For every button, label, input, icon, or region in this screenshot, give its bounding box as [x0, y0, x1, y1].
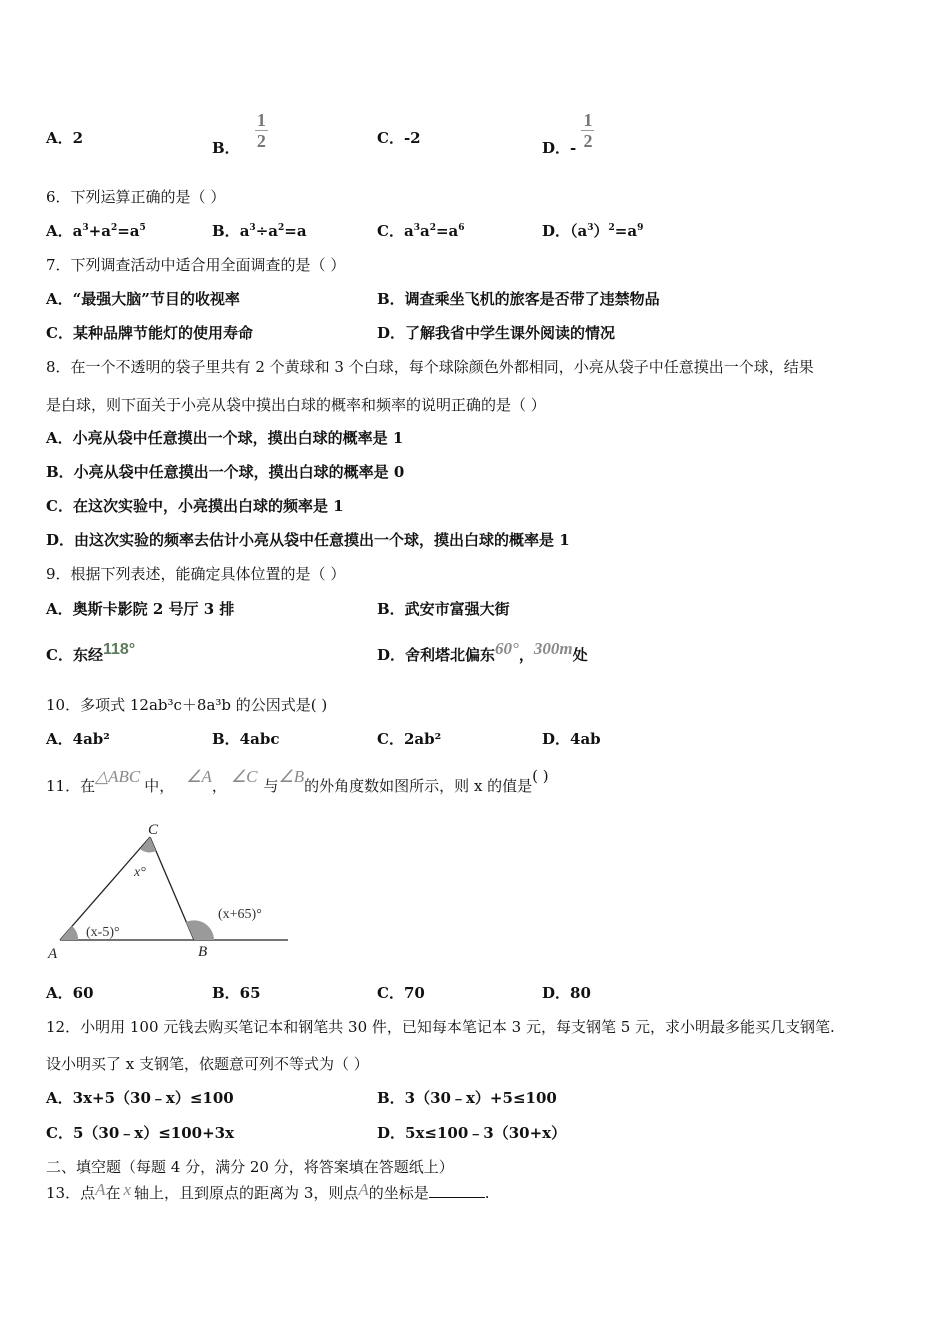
angle-a-arc [60, 926, 78, 940]
angle-b-exterior-arc [186, 920, 214, 940]
q10-option-d: D．4ab [542, 730, 601, 748]
vertex-c-label: C [148, 822, 159, 838]
axis-x: x [123, 1180, 132, 1199]
q11-stem: 11．在△ABC 中， ∠A， ∠C 与∠B的外角度数如图所示，则 x 的值是( ) [46, 767, 549, 795]
longitude-value: 118° [102, 641, 136, 658]
q9-option-b: B．武安市富强大街 [377, 600, 510, 618]
q12-option-c: C．5（30﹣x）≤100+3x [46, 1124, 235, 1142]
q6-stem: 6．下列运算正确的是（ ） [46, 188, 226, 206]
q8-stem-line1: 8．在一个不透明的袋子里共有 2 个黄球和 3 个白球，每个球除颜色外都相同，小亮从袋子中任意摸出一个球，结果 [46, 358, 814, 376]
q7-option-d: D．了解我省中学生课外阅读的情况 [377, 324, 616, 342]
q11-option-d: D．80 [542, 984, 591, 1002]
point-a: A [358, 1180, 369, 1199]
q8-option-d: D．由这次实验的频率去估计小亮从袋中任意摸出一个球，摸出白球的概率是 1 [46, 531, 570, 549]
q6-option-b: B．$a^3\div a^2=a$ [212, 222, 307, 240]
q7-option-a: A．“最强大脑”节目的收视率 [46, 290, 240, 308]
q8-option-c: C．在这次实验中，小亮摸出白球的频率是 1 [46, 497, 344, 515]
q8-option-b: B．小亮从袋中任意摸出一个球，摸出白球的概率是 0 [46, 463, 405, 481]
angle-b: ∠B [278, 767, 305, 786]
q6-option-c: C．$a^3a^2=a^6$ [377, 222, 465, 240]
vertex-b-label: B [198, 944, 208, 960]
q7-option-b: B．调查乘坐飞机的旅客是否带了违禁物品 [377, 290, 660, 308]
angle-b-value: (x+65)° [218, 907, 262, 922]
q12-stem-line1: 12．小明用 100 元钱去购买笔记本和钢笔共 30 件，已知每本笔记本 3 元，每支钢笔 5 元，求小明最多能买几支钢笔. [46, 1018, 835, 1036]
q12-option-d: D．5x≤100﹣3（30+x） [377, 1124, 567, 1142]
q12-option-a: A．3x+5（30﹣x）≤100 [46, 1089, 234, 1107]
q5-option-c: C．-2 [377, 129, 421, 147]
q13-stem: 13．点A在 x 轴上，且到原点的距离为 3，则点A的坐标是 . [46, 1180, 490, 1202]
q9-option-c: C．东经118° [46, 641, 136, 664]
section-fill-in-title: 二、填空题（每题 4 分，满分 20 分，将答案填在答题纸上） [46, 1158, 454, 1176]
point-a: A [95, 1180, 106, 1199]
q9-stem: 9．根据下列表述，能确定具体位置的是（ ） [46, 565, 346, 583]
q11-option-b: B．65 [212, 984, 261, 1002]
q8-option-a: A．小亮从袋中任意摸出一个球，摸出白球的概率是 1 [46, 429, 404, 447]
q12-stem-line2: 设小明买了 x 支钢笔，依题意可列不等式为（ ） [46, 1055, 369, 1073]
angle-a: ∠A [186, 767, 212, 786]
q7-stem: 7．下列调查活动中适合用全面调查的是（ ） [46, 256, 346, 274]
angle-c-value: x° [134, 865, 146, 880]
q9-option-a: A．奥斯卡影院 2 号厅 3 排 [46, 600, 235, 618]
answer-blank[interactable] [429, 1183, 485, 1198]
q10-option-a: A．4ab² [46, 730, 110, 748]
q12-option-b: B．3（30﹣x）+5≤100 [377, 1089, 557, 1107]
q10-option-b: B．4abc [212, 730, 280, 748]
q10-option-c: C．2ab² [377, 730, 442, 748]
q11-option-c: C．70 [377, 984, 425, 1002]
angle-c: ∠C [230, 767, 258, 786]
q9-option-d: D．舍利塔北偏东60°，300m处 [377, 639, 588, 664]
distance-value: 300m [533, 639, 573, 658]
angle-a-value: (x-5)° [86, 925, 120, 940]
fraction-one-half: $\frac{1}{2}$ [583, 110, 593, 151]
q5-option-a: A．2 [46, 129, 84, 147]
q6-option-a: A．$a^3+a^2=a^5$ [46, 222, 146, 240]
q10-stem: 10．多项式 12ab³c＋8a³b 的公因式是( ) [46, 696, 328, 714]
q11-option-a: A．60 [46, 984, 94, 1002]
q8-stem-line2: 是白球，则下面关于小亮从袋中摸出白球的概率和频率的说明正确的是（ ） [46, 396, 546, 414]
q7-option-c: C．某种品牌节能灯的使用寿命 [46, 324, 253, 342]
q6-option-d: D．$(a^3)^2=a^9$ [542, 222, 644, 240]
q5-option-b: B． $\frac{1}{2}$ [212, 110, 266, 157]
vertex-a-label: A [48, 946, 58, 962]
triangle-figure [44, 818, 304, 968]
triangle-abc: △ABC [95, 767, 141, 786]
bearing-angle: 60° [495, 639, 519, 658]
q5-option-d: D．- $\frac{1}{2}$ [542, 110, 593, 157]
fraction-one-half: $\frac{1}{2}$ [256, 110, 266, 151]
